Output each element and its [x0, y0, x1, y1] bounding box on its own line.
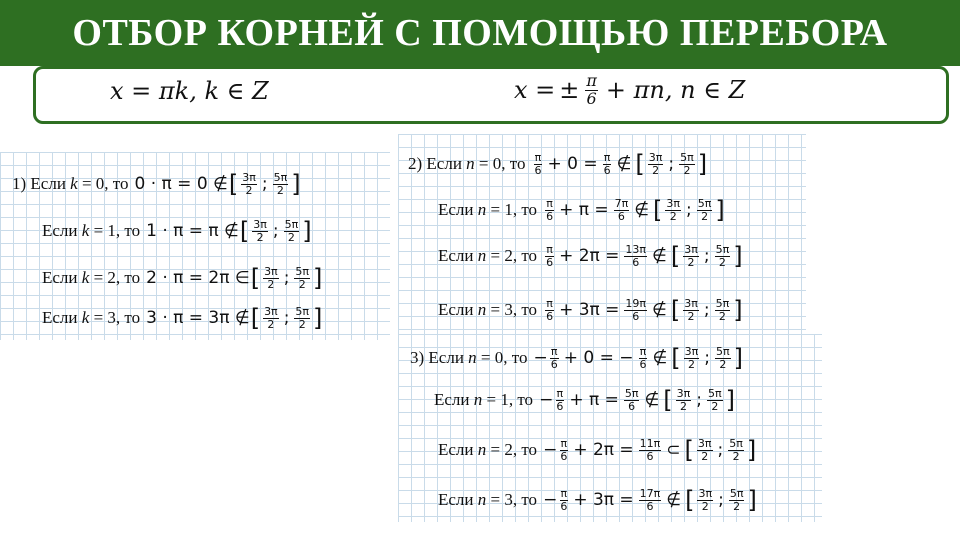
- expr-relation: ∉: [652, 300, 667, 321]
- interval-separator: ;: [718, 490, 724, 511]
- interval-close-bracket: ]: [313, 264, 323, 293]
- case-expression: [543, 486, 758, 515]
- fraction-denominator: 2: [719, 357, 727, 371]
- fraction-numerator: π: [556, 387, 564, 400]
- fraction: [728, 438, 744, 462]
- fraction-numerator: 5π: [715, 297, 730, 310]
- case-prefix: Если: [42, 268, 82, 288]
- fraction-numerator: 3π: [697, 437, 712, 450]
- fraction: [533, 152, 542, 176]
- interval-close-bracket: ]: [715, 196, 725, 225]
- case-expression: [543, 242, 744, 271]
- fraction: [614, 198, 630, 222]
- fraction-denominator: 2: [687, 255, 695, 269]
- interval: [228, 170, 302, 199]
- case-variable: n: [477, 490, 487, 510]
- fraction-numerator: 5π: [284, 218, 299, 231]
- fraction: [559, 488, 568, 512]
- case-expression: [146, 217, 313, 246]
- case-row-n: [438, 436, 757, 465]
- case-computation: 3 · π = 3π ∉: [146, 308, 250, 329]
- fraction-denominator: 2: [701, 209, 709, 223]
- fraction-denominator: 2: [298, 317, 306, 331]
- case-row-n: [438, 242, 744, 271]
- fraction-numerator: 5π: [715, 243, 730, 256]
- fraction: [638, 346, 647, 370]
- case-prefix: Если: [438, 246, 478, 266]
- interval-separator: ;: [668, 154, 675, 175]
- interval: [652, 196, 726, 225]
- interval-close-bracket: ]: [697, 150, 708, 179]
- expr-rest: + π =: [569, 390, 619, 411]
- fraction-denominator: 6: [603, 163, 611, 177]
- fraction-numerator: 3π: [253, 218, 267, 231]
- fraction-numerator: 5π: [295, 265, 310, 278]
- case-prefix: Если: [42, 221, 82, 241]
- fraction-numerator: π: [560, 437, 568, 450]
- case-row-k: [42, 264, 323, 293]
- case-label: [438, 246, 537, 266]
- fraction-denominator: 6: [560, 449, 568, 463]
- case-row-n: [438, 486, 758, 515]
- case-condition: = 1, то: [486, 200, 538, 220]
- case-row-k: [42, 217, 313, 246]
- fraction: [252, 219, 268, 243]
- fraction-denominator: 6: [546, 309, 554, 323]
- fraction-numerator: 17π: [639, 487, 661, 500]
- interval-close-bracket: ]: [302, 217, 312, 246]
- fraction-denominator: 2: [276, 183, 284, 197]
- expr-relation: ∉: [644, 390, 660, 411]
- fraction: [707, 388, 723, 412]
- fraction-numerator: 3π: [648, 151, 663, 164]
- expr-relation: ∉: [634, 200, 650, 221]
- fraction-denominator: 6: [550, 357, 558, 371]
- case-prefix: Если: [438, 300, 478, 320]
- fraction: [648, 152, 664, 176]
- fraction: [559, 438, 568, 462]
- case-condition: = 3, то: [486, 300, 538, 320]
- case-row-n: [410, 344, 744, 373]
- case-prefix: Если: [438, 200, 478, 220]
- fraction-numerator: 3π: [242, 171, 256, 184]
- interval-separator: ;: [703, 246, 710, 267]
- fraction-numerator: 5π: [295, 305, 310, 318]
- fraction-denominator: 2: [701, 499, 709, 513]
- fraction-numerator: 3π: [676, 387, 691, 400]
- expr-relation: ∉: [616, 154, 632, 175]
- case-label: [12, 174, 129, 194]
- interval: [670, 242, 744, 271]
- fraction-denominator: 6: [617, 209, 625, 223]
- case-prefix: Если: [42, 308, 82, 328]
- slide-title: ОТБОР КОРНЕЙ С ПОМОЩЬЮ ПЕРЕБОРА: [72, 12, 888, 54]
- case-condition: = 1, то: [482, 390, 534, 410]
- fraction-denominator: 2: [287, 230, 295, 244]
- expr-relation: ∉: [652, 348, 668, 369]
- interval-close-bracket: ]: [746, 436, 757, 465]
- case-label: [42, 268, 140, 288]
- case-condition: = 0, то: [474, 154, 526, 174]
- expr-rest: + 2π =: [559, 246, 620, 267]
- case-variable: n: [477, 200, 487, 220]
- expr-relation: ∉: [666, 490, 682, 511]
- formula-b-rest: + πn, n ∈ Z: [605, 76, 746, 105]
- fraction-numerator: π: [603, 151, 611, 164]
- fraction: [294, 306, 310, 330]
- case-label: [434, 390, 533, 410]
- fraction-numerator: π: [534, 151, 542, 164]
- interval-close-bracket: ]: [733, 296, 743, 325]
- expr-rest: + 0 =: [547, 154, 598, 175]
- fraction-denominator: 2: [711, 399, 719, 413]
- case-variable: k: [81, 268, 90, 288]
- interval: [684, 436, 758, 465]
- case-label: [42, 308, 140, 328]
- fraction: [273, 172, 289, 196]
- case-condition: = 2, то: [486, 246, 538, 266]
- fraction: [624, 244, 647, 268]
- case-computation: 0 · π = 0 ∉: [134, 174, 228, 195]
- interval-separator: ;: [272, 221, 279, 242]
- fraction: [550, 346, 559, 370]
- interval: [684, 486, 758, 515]
- case-variable: k: [81, 221, 90, 241]
- case-condition: = 2, то: [486, 440, 538, 460]
- case-expression: [543, 436, 757, 465]
- expr-sign: −: [539, 390, 554, 411]
- fraction-denominator: 2: [267, 317, 275, 331]
- interval-open-bracket: [: [684, 436, 694, 465]
- formula-b-den: 6: [586, 88, 597, 108]
- interval-open-bracket: [: [635, 150, 645, 179]
- case-variable: n: [466, 154, 475, 174]
- interval-close-bracket: ]: [733, 242, 743, 271]
- interval: [250, 264, 324, 293]
- fraction-denominator: 2: [718, 309, 726, 323]
- formula-b-fraction: [585, 73, 598, 108]
- expr-sign: −: [533, 348, 548, 369]
- fraction-numerator: 3π: [264, 305, 278, 318]
- fraction: [729, 488, 745, 512]
- fraction: [545, 244, 554, 268]
- case-expression: [531, 150, 708, 179]
- fraction: [624, 388, 640, 412]
- formula-b-lhs: x =: [514, 76, 556, 105]
- fraction-numerator: 5π: [697, 197, 712, 210]
- fraction-numerator: 3π: [684, 243, 698, 256]
- fraction: [715, 298, 731, 322]
- expr-rest: + π =: [559, 200, 609, 221]
- case-prefix: 3) Если: [410, 348, 469, 368]
- fraction-numerator: π: [550, 345, 558, 358]
- fraction-numerator: 3π: [684, 297, 698, 310]
- interval-open-bracket: [: [670, 242, 681, 271]
- fraction-denominator: 2: [652, 163, 660, 177]
- interval-separator: ;: [704, 348, 711, 369]
- fraction-numerator: 5π: [680, 151, 694, 164]
- fraction-denominator: 2: [669, 209, 677, 223]
- case-label: [408, 154, 525, 174]
- fraction: [697, 198, 713, 222]
- case-row-n: [438, 196, 726, 225]
- case-variable: n: [468, 348, 477, 368]
- fraction-denominator: 6: [628, 399, 636, 413]
- case-label: [438, 490, 537, 510]
- expr-relation: ⊂: [666, 440, 681, 461]
- fraction-numerator: 3π: [264, 265, 278, 278]
- fraction: [545, 298, 554, 322]
- fraction-numerator: 13π: [625, 243, 647, 256]
- interval-close-bracket: ]: [733, 344, 744, 373]
- case-prefix: Если: [434, 390, 474, 410]
- case-condition: = 0, то: [476, 348, 528, 368]
- fraction-denominator: 2: [679, 399, 687, 413]
- case-expression: [543, 196, 726, 225]
- interval-open-bracket: [: [250, 304, 261, 333]
- fraction-numerator: 5π: [273, 171, 288, 184]
- fraction-numerator: 3π: [684, 345, 699, 358]
- interval-open-bracket: [: [685, 486, 695, 515]
- interval-open-bracket: [: [671, 344, 681, 373]
- fraction: [697, 438, 713, 462]
- interval-separator: ;: [283, 308, 290, 329]
- formula-box: [33, 66, 949, 124]
- fraction-numerator: π: [546, 297, 553, 310]
- fraction-numerator: 3π: [698, 487, 713, 500]
- interval-separator: ;: [283, 268, 290, 289]
- case-variable: n: [477, 246, 487, 266]
- case-expression: [539, 386, 736, 415]
- interval-open-bracket: [: [239, 217, 250, 246]
- case-condition: = 2, то: [89, 268, 141, 288]
- fraction-denominator: 2: [245, 183, 253, 197]
- fraction: [676, 388, 692, 412]
- case-row-n: [408, 150, 708, 179]
- expr-rest: + 3π =: [559, 300, 620, 321]
- case-condition: = 0, то: [77, 174, 129, 194]
- fraction: [639, 438, 662, 462]
- expr-rest: + 3π =: [573, 490, 634, 511]
- fraction: [683, 244, 699, 268]
- case-prefix: Если: [438, 490, 478, 510]
- fraction-numerator: 5π: [729, 487, 744, 500]
- case-row-n: [438, 296, 744, 325]
- fraction-denominator: 2: [683, 163, 691, 177]
- case-expression: [533, 344, 744, 373]
- fraction: [545, 198, 554, 222]
- fraction: [555, 388, 564, 412]
- fraction-denominator: 6: [546, 209, 554, 223]
- interval-open-bracket: [: [653, 196, 663, 225]
- case-row-k: [12, 170, 302, 199]
- expr-sign: −: [543, 440, 558, 461]
- case-label: [42, 221, 140, 241]
- expr-sign: −: [543, 490, 558, 511]
- case-label: [438, 300, 537, 320]
- fraction-denominator: 6: [646, 449, 654, 463]
- case-prefix: 2) Если: [408, 154, 467, 174]
- fraction-numerator: 3π: [666, 197, 681, 210]
- case-computation: 2 · π = 2π ∈: [146, 268, 250, 289]
- fraction-denominator: 6: [646, 499, 654, 513]
- interval: [670, 344, 744, 373]
- fraction-numerator: 5π: [708, 387, 722, 400]
- fraction: [603, 152, 612, 176]
- fraction-denominator: 6: [632, 309, 640, 323]
- fraction: [715, 244, 731, 268]
- fraction-numerator: π: [546, 197, 553, 210]
- fraction: [263, 266, 279, 290]
- fraction: [697, 488, 713, 512]
- interval-separator: ;: [686, 200, 692, 221]
- fraction: [683, 298, 699, 322]
- case-condition: = 3, то: [486, 490, 538, 510]
- interval: [634, 150, 708, 179]
- fraction: [241, 172, 257, 196]
- fraction-denominator: 2: [267, 277, 275, 291]
- formula-b-pm: ±: [559, 76, 580, 105]
- interval-separator: ;: [696, 390, 703, 411]
- fraction: [284, 219, 300, 243]
- formula-general-n: [514, 73, 745, 108]
- interval-open-bracket: [: [670, 296, 681, 325]
- case-prefix: 1) Если: [12, 174, 71, 194]
- interval-open-bracket: [: [250, 264, 261, 293]
- case-prefix: Если: [438, 440, 478, 460]
- formula-b-num: π: [586, 71, 597, 90]
- case-variable: k: [70, 174, 78, 194]
- fraction-denominator: 2: [687, 357, 695, 371]
- fraction-denominator: 6: [560, 499, 568, 513]
- fraction: [294, 266, 310, 290]
- case-label: [438, 440, 537, 460]
- fraction-numerator: 7π: [614, 197, 629, 210]
- case-row-k: [42, 304, 323, 333]
- case-row-n: [434, 386, 736, 415]
- interval: [250, 304, 324, 333]
- expr-rest: + 0 = −: [563, 348, 634, 369]
- fraction-numerator: π: [546, 243, 553, 256]
- interval-close-bracket: ]: [291, 170, 301, 199]
- interval: [239, 217, 313, 246]
- fraction-numerator: 5π: [729, 437, 743, 450]
- interval-separator: ;: [717, 440, 724, 461]
- case-variable: n: [477, 300, 487, 320]
- fraction: [715, 346, 731, 370]
- fraction-numerator: π: [560, 487, 568, 500]
- fraction: [684, 346, 700, 370]
- fraction-denominator: 2: [256, 230, 264, 244]
- case-variable: k: [81, 308, 90, 328]
- fraction-denominator: 2: [732, 449, 740, 463]
- fraction-denominator: 6: [632, 255, 640, 269]
- case-computation: 1 · π = π ∉: [146, 221, 239, 242]
- case-label: [438, 200, 537, 220]
- fraction: [263, 306, 279, 330]
- interval-separator: ;: [261, 174, 268, 195]
- fraction-denominator: 2: [701, 449, 709, 463]
- case-variable: n: [477, 440, 487, 460]
- expr-rest: + 2π =: [573, 440, 634, 461]
- case-label: [410, 348, 527, 368]
- interval-separator: ;: [703, 300, 710, 321]
- interval: [662, 386, 736, 415]
- case-condition: = 3, то: [89, 308, 141, 328]
- fraction-numerator: 11π: [639, 437, 661, 450]
- title-bar: [0, 0, 960, 66]
- fraction-numerator: π: [639, 345, 647, 358]
- fraction-denominator: 2: [733, 499, 741, 513]
- case-expression: [146, 264, 323, 293]
- case-condition: = 1, то: [89, 221, 141, 241]
- fraction-denominator: 2: [298, 277, 306, 291]
- interval-close-bracket: ]: [313, 304, 323, 333]
- fraction-numerator: 19π: [625, 297, 647, 310]
- interval-open-bracket: [: [228, 170, 239, 199]
- interval: [670, 296, 744, 325]
- fraction-numerator: 5π: [716, 345, 730, 358]
- interval-close-bracket: ]: [747, 486, 757, 515]
- formula-general-k: x = πk, k ∈ Z: [110, 77, 269, 105]
- fraction: [665, 198, 681, 222]
- fraction: [679, 152, 695, 176]
- case-variable: n: [473, 390, 483, 410]
- interval-close-bracket: ]: [725, 386, 736, 415]
- fraction-denominator: 2: [718, 255, 726, 269]
- fraction-denominator: 6: [556, 399, 564, 413]
- fraction-numerator: 5π: [624, 387, 639, 400]
- fraction-denominator: 2: [687, 309, 695, 323]
- fraction: [624, 298, 647, 322]
- fraction-denominator: 6: [534, 163, 542, 177]
- fraction-denominator: 6: [639, 357, 647, 371]
- case-expression: [134, 170, 302, 199]
- case-expression: [146, 304, 323, 333]
- expr-relation: ∉: [652, 246, 667, 267]
- case-expression: [543, 296, 744, 325]
- interval-open-bracket: [: [663, 386, 673, 415]
- fraction: [639, 488, 662, 512]
- fraction-denominator: 6: [546, 255, 554, 269]
